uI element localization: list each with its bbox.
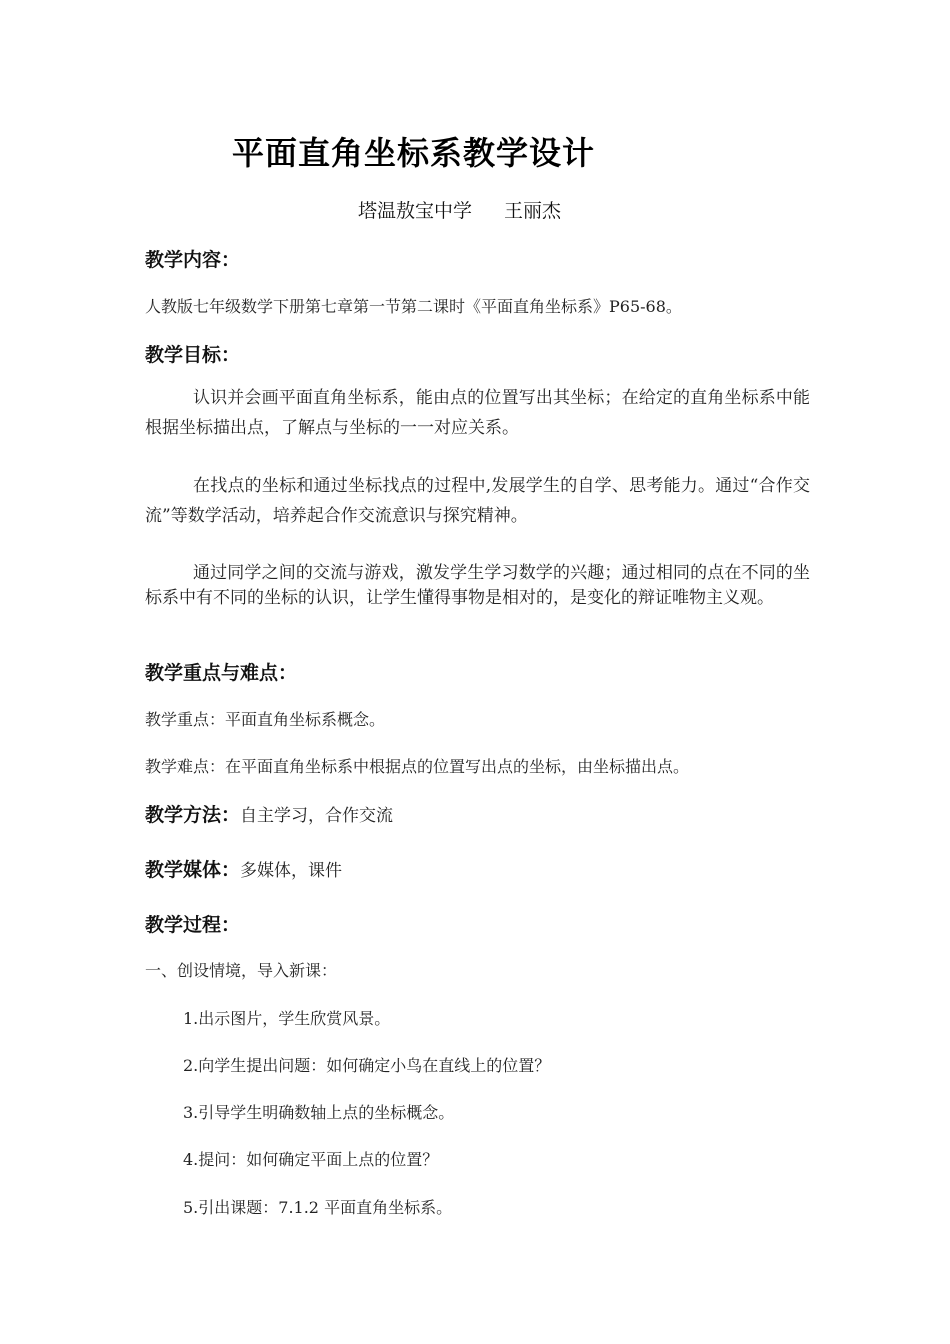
media-value: 多媒体，课件: [240, 861, 343, 881]
list-item: 5.引出课题：7.1.2 平面直角坐标系。: [183, 1198, 453, 1217]
key-heading: 教学重点与难点：: [145, 662, 298, 684]
goal-paragraph: 在找点的坐标和通过坐标找点的过程中,发展学生的自学、思考能力。通过“合作交流”等数学活动，培养起合作交流意识与探究精神。: [145, 476, 810, 526]
media-heading: 教学媒体：: [145, 859, 241, 881]
content-text: 人教版七年级数学下册第七章第一节第二课时《平面直角坐标系》P65-68。: [145, 297, 682, 316]
list-item: 4.提问：如何确定平面上点的位置？: [183, 1150, 439, 1169]
goals-heading: 教学目标：: [145, 344, 241, 366]
media-line: [145, 855, 342, 882]
difficulty: 教学难点：在平面直角坐标系中根据点的位置写出点的坐标，由坐标描出点。: [145, 757, 690, 776]
list-item: 3.引导学生明确数轴上点的坐标概念。: [183, 1103, 455, 1122]
document-title: 平面直角坐标系教学设计: [232, 134, 596, 172]
author-name: 王丽杰: [504, 200, 562, 222]
goal-paragraph: 认识并会画平面直角坐标系，能由点的位置写出其坐标；在给定的直角坐标系中能根据坐标描出点，了解点与坐标的一一对应关系。: [145, 388, 810, 438]
step1-heading: 一、创设情境，导入新课：: [145, 961, 338, 980]
key-point: 教学重点：平面直角坐标系概念。: [145, 710, 386, 729]
list-item: 2.向学生提出问题：如何确定小鸟在直线上的位置？: [183, 1056, 551, 1075]
content-heading: 教学内容：: [145, 249, 241, 271]
goal-paragraph: 通过同学之间的交流与游戏，激发学生学习数学的兴趣；通过相同的点在不同的坐标系中有不同的坐标的认识，让学生懂得事物是相对的，是变化的辩证唯物主义观。: [145, 563, 810, 608]
method-line: [145, 800, 393, 827]
process-heading: 教学过程：: [145, 914, 241, 936]
list-item: 1.出示图片，学生欣赏风景。: [183, 1009, 391, 1028]
author-line: [358, 196, 561, 223]
school-name: 塔温敖宝中学: [358, 200, 473, 222]
method-value: 自主学习，合作交流: [240, 806, 394, 826]
method-heading: 教学方法：: [145, 804, 241, 826]
